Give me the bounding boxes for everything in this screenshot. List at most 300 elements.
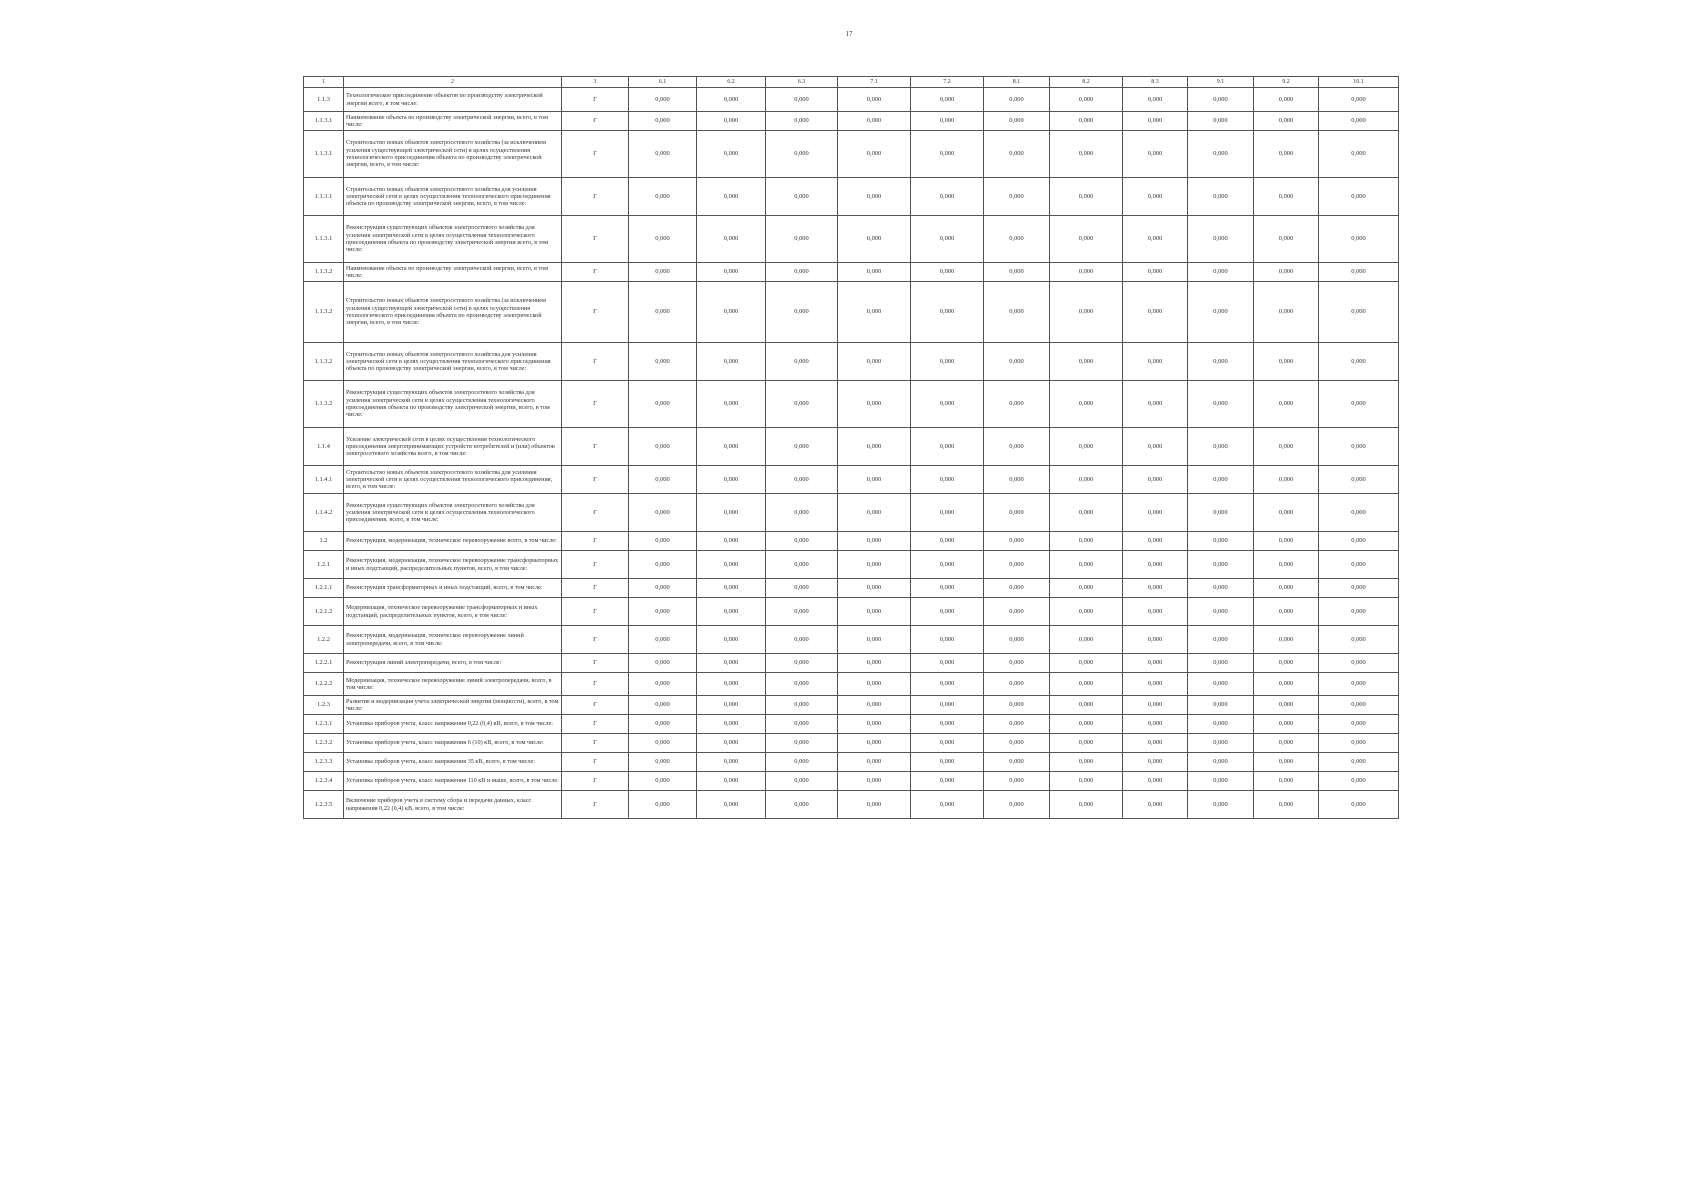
value-cell: 0,000 xyxy=(1188,673,1254,696)
value-cell: 0,000 xyxy=(1319,178,1399,216)
column-header: 10.1 xyxy=(1319,77,1399,88)
value-cell: 0,000 xyxy=(697,381,766,428)
value-cell: 0,000 xyxy=(766,428,838,466)
value-cell: 0,000 xyxy=(629,673,697,696)
value-cell: 0,000 xyxy=(1050,381,1123,428)
table-row xyxy=(304,112,1399,131)
value-cell: 0,000 xyxy=(629,532,697,551)
value-cell: 0,000 xyxy=(984,494,1050,532)
value-cell: 0,000 xyxy=(1050,131,1123,178)
value-cell: 0,000 xyxy=(911,216,984,263)
value-cell: 0,000 xyxy=(984,343,1050,381)
value-cell: 0,000 xyxy=(838,734,911,753)
investment-table xyxy=(303,76,1399,819)
value-cell: 0,000 xyxy=(1123,88,1188,112)
value-cell: 0,000 xyxy=(766,282,838,343)
value-cell: 0,000 xyxy=(629,466,697,494)
value-cell: 0,000 xyxy=(1254,715,1319,734)
value-cell: 0,000 xyxy=(1050,216,1123,263)
value-cell: 0,000 xyxy=(1319,112,1399,131)
value-cell: 0,000 xyxy=(1050,466,1123,494)
value-cell: 0,000 xyxy=(766,131,838,178)
row-code-cell: 1.2.2.1 xyxy=(304,654,344,673)
value-cell: 0,000 xyxy=(697,791,766,819)
value-cell: 0,000 xyxy=(697,112,766,131)
value-cell: 0,000 xyxy=(1254,791,1319,819)
row-unit-cell: Г xyxy=(562,381,629,428)
row-unit-cell: Г xyxy=(562,551,629,579)
row-code-cell: 1.1.3.1 xyxy=(304,178,344,216)
value-cell: 0,000 xyxy=(629,216,697,263)
column-header: 7.2 xyxy=(911,77,984,88)
value-cell: 0,000 xyxy=(911,579,984,598)
value-cell: 0,000 xyxy=(984,772,1050,791)
value-cell: 0,000 xyxy=(911,791,984,819)
value-cell: 0,000 xyxy=(1123,112,1188,131)
value-cell: 0,000 xyxy=(911,715,984,734)
table-row xyxy=(304,263,1399,282)
row-name-cell: Модернизация, техническое перевооружение трансформаторных и иных подстанций, распределительных пунктов, всего, в том числе: xyxy=(344,598,562,626)
value-cell: 0,000 xyxy=(766,654,838,673)
row-code-cell: 1.2.2.2 xyxy=(304,673,344,696)
value-cell: 0,000 xyxy=(1254,734,1319,753)
value-cell: 0,000 xyxy=(1050,673,1123,696)
table-row xyxy=(304,131,1399,178)
value-cell: 0,000 xyxy=(1123,598,1188,626)
value-cell: 0,000 xyxy=(1123,579,1188,598)
row-name-cell: Наименование объекта по производству электрической энергии, всего, в том числе: xyxy=(344,263,562,282)
value-cell: 0,000 xyxy=(1123,791,1188,819)
value-cell: 0,000 xyxy=(1319,772,1399,791)
value-cell: 0,000 xyxy=(984,696,1050,715)
table-row xyxy=(304,673,1399,696)
row-name-cell: Реконструкция, модернизация, техническое перевооружение всего, в том числе: xyxy=(344,532,562,551)
row-code-cell: 1.1.4.2 xyxy=(304,494,344,532)
value-cell: 0,000 xyxy=(766,772,838,791)
value-cell: 0,000 xyxy=(838,753,911,772)
value-cell: 0,000 xyxy=(1319,282,1399,343)
value-cell: 0,000 xyxy=(1319,343,1399,381)
row-unit-cell: Г xyxy=(562,598,629,626)
value-cell: 0,000 xyxy=(1319,598,1399,626)
table-row xyxy=(304,753,1399,772)
row-code-cell: 1.1.4 xyxy=(304,428,344,466)
row-unit-cell: Г xyxy=(562,88,629,112)
value-cell: 0,000 xyxy=(911,428,984,466)
value-cell: 0,000 xyxy=(629,753,697,772)
row-code-cell: 1.2.3.3 xyxy=(304,753,344,772)
value-cell: 0,000 xyxy=(1050,753,1123,772)
column-header: 8.2 xyxy=(1050,77,1123,88)
value-cell: 0,000 xyxy=(697,131,766,178)
value-cell: 0,000 xyxy=(1123,216,1188,263)
value-cell: 0,000 xyxy=(697,654,766,673)
row-name-cell: Усиление электрической сети в целях осуществления технологического присоединения энергопринимающих устройств потребителей и (или) объектов электросетевого хозяйства всего, в том числе: xyxy=(344,428,562,466)
value-cell: 0,000 xyxy=(838,598,911,626)
row-unit-cell: Г xyxy=(562,791,629,819)
row-code-cell: 1.1.3.1 xyxy=(304,216,344,263)
value-cell: 0,000 xyxy=(629,654,697,673)
value-cell: 0,000 xyxy=(1188,466,1254,494)
row-unit-cell: Г xyxy=(562,673,629,696)
row-unit-cell: Г xyxy=(562,216,629,263)
column-header: 6.1 xyxy=(629,77,697,88)
table-row xyxy=(304,343,1399,381)
value-cell: 0,000 xyxy=(629,579,697,598)
value-cell: 0,000 xyxy=(1319,88,1399,112)
value-cell: 0,000 xyxy=(1123,753,1188,772)
table-row xyxy=(304,654,1399,673)
value-cell: 0,000 xyxy=(1050,343,1123,381)
value-cell: 0,000 xyxy=(1254,428,1319,466)
value-cell: 0,000 xyxy=(1319,263,1399,282)
row-unit-cell: Г xyxy=(562,428,629,466)
value-cell: 0,000 xyxy=(1123,626,1188,654)
value-cell: 0,000 xyxy=(911,381,984,428)
row-code-cell: 1.1.3.1 xyxy=(304,112,344,131)
value-cell: 0,000 xyxy=(1188,178,1254,216)
value-cell: 0,000 xyxy=(629,112,697,131)
value-cell: 0,000 xyxy=(984,734,1050,753)
value-cell: 0,000 xyxy=(1050,551,1123,579)
value-cell: 0,000 xyxy=(1123,178,1188,216)
value-cell: 0,000 xyxy=(1254,753,1319,772)
value-cell: 0,000 xyxy=(1254,466,1319,494)
row-unit-cell: Г xyxy=(562,715,629,734)
value-cell: 0,000 xyxy=(984,654,1050,673)
row-unit-cell: Г xyxy=(562,696,629,715)
value-cell: 0,000 xyxy=(1050,428,1123,466)
value-cell: 0,000 xyxy=(984,598,1050,626)
row-code-cell: 1.1.3.2 xyxy=(304,381,344,428)
value-cell: 0,000 xyxy=(629,494,697,532)
value-cell: 0,000 xyxy=(911,551,984,579)
row-name-cell: Установка приборов учета, класс напряжения 35 кВ, всего, в том числе: xyxy=(344,753,562,772)
value-cell: 0,000 xyxy=(911,696,984,715)
value-cell: 0,000 xyxy=(911,263,984,282)
value-cell: 0,000 xyxy=(838,282,911,343)
value-cell: 0,000 xyxy=(1123,343,1188,381)
value-cell: 0,000 xyxy=(1319,734,1399,753)
value-cell: 0,000 xyxy=(1254,494,1319,532)
value-cell: 0,000 xyxy=(1254,88,1319,112)
value-cell: 0,000 xyxy=(697,263,766,282)
page-number: 17 xyxy=(845,30,853,38)
value-cell: 0,000 xyxy=(1123,466,1188,494)
value-cell: 0,000 xyxy=(766,551,838,579)
value-cell: 0,000 xyxy=(1254,131,1319,178)
value-cell: 0,000 xyxy=(629,131,697,178)
row-unit-cell: Г xyxy=(562,343,629,381)
value-cell: 0,000 xyxy=(1123,654,1188,673)
value-cell: 0,000 xyxy=(1050,112,1123,131)
value-cell: 0,000 xyxy=(1188,494,1254,532)
value-cell: 0,000 xyxy=(1319,654,1399,673)
row-unit-cell: Г xyxy=(562,282,629,343)
row-code-cell: 1.2.3.5 xyxy=(304,791,344,819)
value-cell: 0,000 xyxy=(838,532,911,551)
value-cell: 0,000 xyxy=(984,428,1050,466)
row-code-cell: 1.1.4.1 xyxy=(304,466,344,494)
value-cell: 0,000 xyxy=(838,112,911,131)
value-cell: 0,000 xyxy=(838,466,911,494)
value-cell: 0,000 xyxy=(1188,791,1254,819)
table-row xyxy=(304,598,1399,626)
value-cell: 0,000 xyxy=(766,734,838,753)
row-name-cell: Реконструкция существующих объектов электросетевого хозяйства для усиления электрической сети в целях осуществления технологического присоединения объекта по производству электрической энергии всего, в том числе: xyxy=(344,216,562,263)
row-unit-cell: Г xyxy=(562,579,629,598)
value-cell: 0,000 xyxy=(1319,532,1399,551)
value-cell: 0,000 xyxy=(1254,673,1319,696)
row-unit-cell: Г xyxy=(562,112,629,131)
value-cell: 0,000 xyxy=(1188,532,1254,551)
table-row xyxy=(304,282,1399,343)
value-cell: 0,000 xyxy=(1188,579,1254,598)
value-cell: 0,000 xyxy=(629,715,697,734)
table-row xyxy=(304,551,1399,579)
column-header: 3 xyxy=(562,77,629,88)
value-cell: 0,000 xyxy=(838,673,911,696)
value-cell: 0,000 xyxy=(1254,772,1319,791)
value-cell: 0,000 xyxy=(629,551,697,579)
value-cell: 0,000 xyxy=(1188,343,1254,381)
table-row xyxy=(304,88,1399,112)
row-code-cell: 1.2.3.2 xyxy=(304,734,344,753)
value-cell: 0,000 xyxy=(1050,654,1123,673)
value-cell: 0,000 xyxy=(911,734,984,753)
value-cell: 0,000 xyxy=(911,466,984,494)
value-cell: 0,000 xyxy=(838,131,911,178)
table-row xyxy=(304,626,1399,654)
value-cell: 0,000 xyxy=(984,551,1050,579)
value-cell: 0,000 xyxy=(697,178,766,216)
value-cell: 0,000 xyxy=(1050,282,1123,343)
value-cell: 0,000 xyxy=(1254,551,1319,579)
value-cell: 0,000 xyxy=(984,579,1050,598)
value-cell: 0,000 xyxy=(697,88,766,112)
value-cell: 0,000 xyxy=(629,178,697,216)
value-cell: 0,000 xyxy=(984,673,1050,696)
value-cell: 0,000 xyxy=(697,626,766,654)
row-code-cell: 1.1.3 xyxy=(304,88,344,112)
value-cell: 0,000 xyxy=(911,532,984,551)
row-code-cell: 1.2.2 xyxy=(304,626,344,654)
value-cell: 0,000 xyxy=(1188,551,1254,579)
row-name-cell: Строительство новых объектов электросетевого хозяйства для усиления электрической сети в целях осуществления технологического присоединения, всего, в том числе: xyxy=(344,466,562,494)
value-cell: 0,000 xyxy=(984,791,1050,819)
value-cell: 0,000 xyxy=(1319,791,1399,819)
value-cell: 0,000 xyxy=(984,131,1050,178)
value-cell: 0,000 xyxy=(1123,494,1188,532)
value-cell: 0,000 xyxy=(1123,131,1188,178)
value-cell: 0,000 xyxy=(629,734,697,753)
value-cell: 0,000 xyxy=(766,343,838,381)
value-cell: 0,000 xyxy=(629,696,697,715)
row-unit-cell: Г xyxy=(562,654,629,673)
column-header: 7.1 xyxy=(838,77,911,88)
value-cell: 0,000 xyxy=(911,131,984,178)
value-cell: 0,000 xyxy=(766,381,838,428)
value-cell: 0,000 xyxy=(697,494,766,532)
value-cell: 0,000 xyxy=(838,715,911,734)
value-cell: 0,000 xyxy=(1319,715,1399,734)
value-cell: 0,000 xyxy=(629,791,697,819)
table-row xyxy=(304,734,1399,753)
table-row xyxy=(304,715,1399,734)
value-cell: 0,000 xyxy=(1319,494,1399,532)
value-cell: 0,000 xyxy=(629,772,697,791)
table-row xyxy=(304,579,1399,598)
value-cell: 0,000 xyxy=(1050,532,1123,551)
row-name-cell: Установка приборов учета, класс напряжения 0,22 (0,4) кВ, всего, в том числе: xyxy=(344,715,562,734)
row-unit-cell: Г xyxy=(562,532,629,551)
value-cell: 0,000 xyxy=(1050,696,1123,715)
value-cell: 0,000 xyxy=(1123,263,1188,282)
table-row xyxy=(304,772,1399,791)
value-cell: 0,000 xyxy=(1123,772,1188,791)
value-cell: 0,000 xyxy=(911,178,984,216)
row-name-cell: Развитие и модернизация учета электрической энергии (мощности), всего, в том числе: xyxy=(344,696,562,715)
value-cell: 0,000 xyxy=(1319,626,1399,654)
value-cell: 0,000 xyxy=(1123,381,1188,428)
value-cell: 0,000 xyxy=(1050,579,1123,598)
value-cell: 0,000 xyxy=(838,551,911,579)
value-cell: 0,000 xyxy=(838,263,911,282)
value-cell: 0,000 xyxy=(697,673,766,696)
table-row xyxy=(304,532,1399,551)
value-cell: 0,000 xyxy=(1123,532,1188,551)
value-cell: 0,000 xyxy=(1188,88,1254,112)
value-cell: 0,000 xyxy=(1319,466,1399,494)
row-code-cell: 1.2.1.2 xyxy=(304,598,344,626)
row-name-cell: Реконструкция существующих объектов электросетевого хозяйства для усиления электрической сети в целях осуществления технологического присоединения объекта по производству электрической энергии, всего, в том числе: xyxy=(344,381,562,428)
value-cell: 0,000 xyxy=(766,791,838,819)
value-cell: 0,000 xyxy=(1188,131,1254,178)
column-header: 8.1 xyxy=(984,77,1050,88)
value-cell: 0,000 xyxy=(984,626,1050,654)
value-cell: 0,000 xyxy=(1188,216,1254,263)
row-unit-cell: Г xyxy=(562,753,629,772)
table-row xyxy=(304,428,1399,466)
table-row xyxy=(304,216,1399,263)
value-cell: 0,000 xyxy=(697,343,766,381)
value-cell: 0,000 xyxy=(1319,696,1399,715)
value-cell: 0,000 xyxy=(838,88,911,112)
value-cell: 0,000 xyxy=(984,88,1050,112)
value-cell: 0,000 xyxy=(1254,343,1319,381)
value-cell: 0,000 xyxy=(1254,178,1319,216)
value-cell: 0,000 xyxy=(984,282,1050,343)
value-cell: 0,000 xyxy=(1123,282,1188,343)
value-cell: 0,000 xyxy=(1050,772,1123,791)
column-header: 1 xyxy=(304,77,344,88)
row-name-cell: Модернизация, техническое перевооружение линий электропередачи, всего, в том числе: xyxy=(344,673,562,696)
value-cell: 0,000 xyxy=(1319,216,1399,263)
value-cell: 0,000 xyxy=(1254,216,1319,263)
value-cell: 0,000 xyxy=(1254,532,1319,551)
value-cell: 0,000 xyxy=(1050,263,1123,282)
value-cell: 0,000 xyxy=(629,428,697,466)
value-cell: 0,000 xyxy=(1123,673,1188,696)
value-cell: 0,000 xyxy=(911,598,984,626)
value-cell: 0,000 xyxy=(1188,282,1254,343)
value-cell: 0,000 xyxy=(911,673,984,696)
value-cell: 0,000 xyxy=(1123,715,1188,734)
value-cell: 0,000 xyxy=(838,216,911,263)
value-cell: 0,000 xyxy=(1188,715,1254,734)
value-cell: 0,000 xyxy=(1254,263,1319,282)
row-name-cell: Реконструкция, модернизация, техническое перевооружение трансформаторных и иных подстанций, распределительных пунктов, всего, в том числе: xyxy=(344,551,562,579)
row-code-cell: 1.2.3.1 xyxy=(304,715,344,734)
value-cell: 0,000 xyxy=(1254,696,1319,715)
value-cell: 0,000 xyxy=(1123,734,1188,753)
value-cell: 0,000 xyxy=(911,494,984,532)
row-name-cell: Реконструкция линий электропередачи, всего, в том числе: xyxy=(344,654,562,673)
value-cell: 0,000 xyxy=(1188,112,1254,131)
value-cell: 0,000 xyxy=(697,772,766,791)
value-cell: 0,000 xyxy=(629,381,697,428)
value-cell: 0,000 xyxy=(629,598,697,626)
value-cell: 0,000 xyxy=(1123,696,1188,715)
value-cell: 0,000 xyxy=(697,696,766,715)
value-cell: 0,000 xyxy=(766,178,838,216)
value-cell: 0,000 xyxy=(1050,626,1123,654)
value-cell: 0,000 xyxy=(984,216,1050,263)
value-cell: 0,000 xyxy=(1254,112,1319,131)
table-row xyxy=(304,381,1399,428)
table-row xyxy=(304,791,1399,819)
row-unit-cell: Г xyxy=(562,466,629,494)
value-cell: 0,000 xyxy=(1123,551,1188,579)
value-cell: 0,000 xyxy=(766,494,838,532)
value-cell: 0,000 xyxy=(697,466,766,494)
value-cell: 0,000 xyxy=(1050,734,1123,753)
value-cell: 0,000 xyxy=(697,598,766,626)
row-unit-cell: Г xyxy=(562,178,629,216)
value-cell: 0,000 xyxy=(766,466,838,494)
value-cell: 0,000 xyxy=(1319,579,1399,598)
value-cell: 0,000 xyxy=(1050,791,1123,819)
value-cell: 0,000 xyxy=(766,673,838,696)
value-cell: 0,000 xyxy=(766,532,838,551)
value-cell: 0,000 xyxy=(1188,626,1254,654)
value-cell: 0,000 xyxy=(1050,494,1123,532)
value-cell: 0,000 xyxy=(1188,696,1254,715)
value-cell: 0,000 xyxy=(629,282,697,343)
column-header: 6.2 xyxy=(697,77,766,88)
row-name-cell: Реконструкция трансформаторных и иных подстанций, всего, в том числе: xyxy=(344,579,562,598)
value-cell: 0,000 xyxy=(766,715,838,734)
value-cell: 0,000 xyxy=(697,428,766,466)
value-cell: 0,000 xyxy=(1188,428,1254,466)
value-cell: 0,000 xyxy=(697,216,766,263)
column-header: 9.2 xyxy=(1254,77,1319,88)
table-header-row xyxy=(304,77,1399,88)
value-cell: 0,000 xyxy=(766,753,838,772)
row-name-cell: Технологическое присоединение объектов по производству электрической энергии всего, в том числе: xyxy=(344,88,562,112)
value-cell: 0,000 xyxy=(766,112,838,131)
value-cell: 0,000 xyxy=(911,88,984,112)
row-name-cell: Строительство новых объектов электросетевого хозяйства (за исключением усиления существующей электрической сети) в целях осуществления технологического присоединения объекта по производству электрической энергии, всего, в том числе: xyxy=(344,282,562,343)
value-cell: 0,000 xyxy=(838,494,911,532)
row-code-cell: 1.1.3.1 xyxy=(304,131,344,178)
row-name-cell: Установка приборов учета, класс напряжения 110 кВ и выше, всего, в том числе: xyxy=(344,772,562,791)
value-cell: 0,000 xyxy=(1050,178,1123,216)
value-cell: 0,000 xyxy=(629,343,697,381)
row-name-cell: Установка приборов учета, класс напряжения 6 (10) кВ, всего, в том числе: xyxy=(344,734,562,753)
row-code-cell: 1.1.3.2 xyxy=(304,263,344,282)
column-header: 9.1 xyxy=(1188,77,1254,88)
